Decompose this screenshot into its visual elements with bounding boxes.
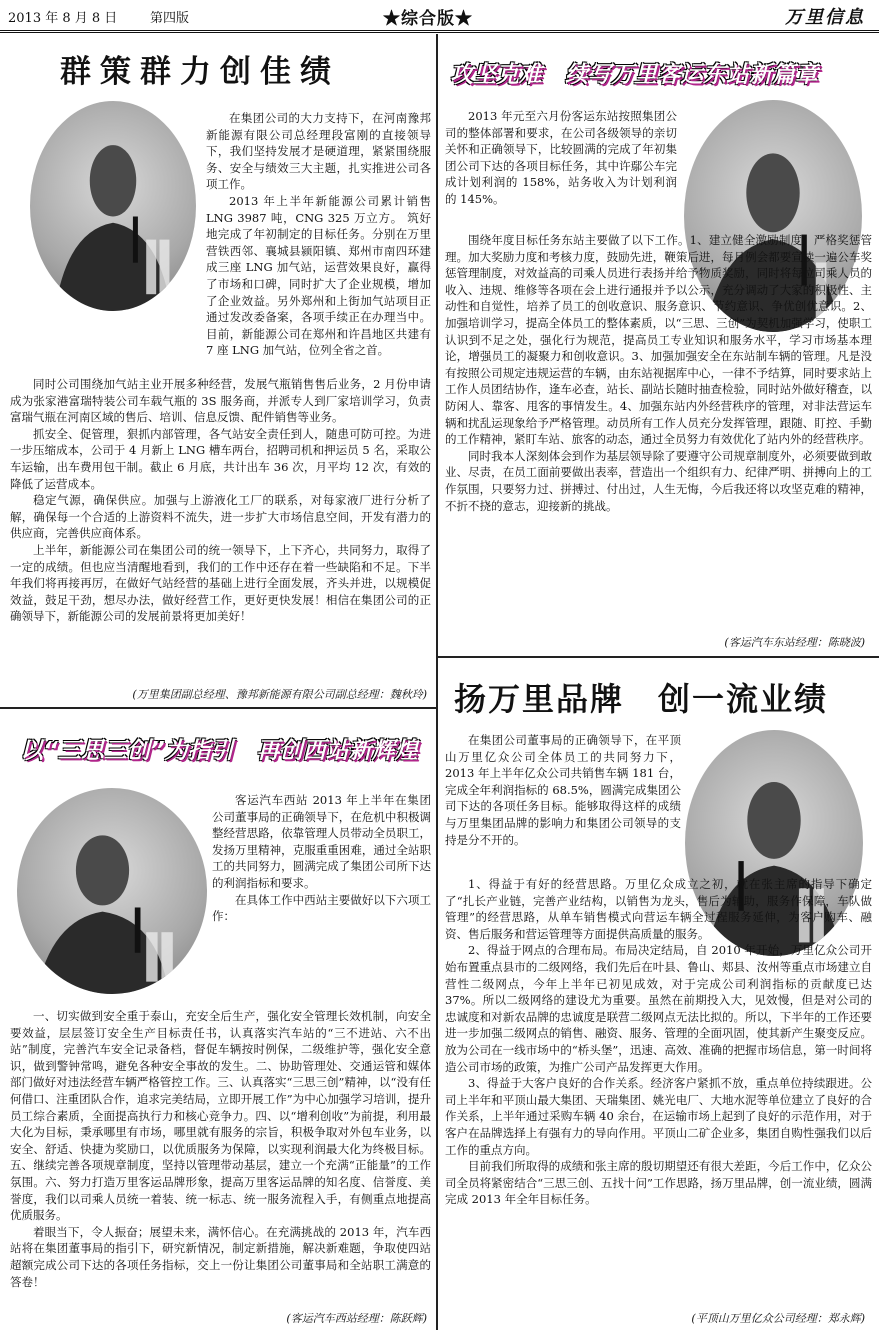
article3-paragraph: 一、切实做到安全重于泰山，充安全后生产，强化安全管理长效机制，向安全要效益，层层签订安全生产目标责任书，认真落实汽车站的“三不进站、六不出站”制度，完善汽车安全记录备档，督促车辆按时例保，二级维护等，强化安全意识，做到警钟常鸣，避免各种安全事故的发生。二、协助管理处、交通运管和媒体部门做好对违法经营车辆严格管控工作。三、认真落实“三思三创”精神，以“没有任何借口、注重团队合作，追求完美结局，立即开展工作”为中心加强学习培训，提升员工综合素质，全面提高执行力和核心竞争力。四、以“增利创收”为前提，利用最大化为目标，秉承哪里有市场，哪里就有服务的宗旨，积极争取对外包车业务，以安全、舒适、快捷为奖励口，以优质服务为保障，以实现利润最大化为终极目标。五、继续完善各项规章制度，坚持以管理带动基层，建立一个充满“正能量”的工作氛围。六、努力打造万里客运品牌形象，提高万里客运品牌的知名度、信誉度、美誉度，我们以司乘人员统一着装、统一标志、统一服务流程入手，有侧重点地提高优质服务。 [10, 1009, 431, 1223]
column-divider [436, 34, 438, 1330]
section-title: ★综合版★ [383, 9, 473, 29]
section-divider-right [438, 656, 879, 658]
article1-paragraph: 抓安全、促管理，狠抓内部管理，各气站安全责任到人，随患可防可控。为进一步压缩成本，公司于 4 月新上 LNG 槽车两台，招聘司机和押运员 5 名，采取公车运输，出车费用包干制。截止 6 月底，共计出车 36 次，月平均 12 次，有效的降低了运营成本。 [10, 426, 431, 491]
article4-paragraph: 在集团公司董事局的正确领导下，在平顶山万里亿众公司全体员工的共同努力下，2013 年上半年亿众公司共销售车辆 181 台，完成全年利润指标的 68.5%，圆满完成集团公司下达的各项任务目标。能够取得这样的成绩与万里集团品牌的影响力和集团公司领导的支持是分不开的。 [445, 733, 681, 847]
article3-text-top [212, 792, 431, 925]
article4-paragraph: 1、得益于有好的经营思路。万里亿众成立之初，就在张主席的指导下确定了“扎长产业链，完善产业结构，以销售为龙头，售后为辅助，服务作保障，车队做管理”的经营思路，从单车销售模式向营运车辆全过程服务延伸，为客户购车、融资、售后服务和营运管理等方面提供高质量的服务。 [445, 877, 872, 941]
article2-paragraph: 同时我本人深刻体会到作为基层领导除了要遵守公司规章制度外，必须要做到敢业、尽责，在员工面前要做出表率，营造出一个组织有力、纪律严明、拼搏向上的工作氛围，只要努力过、拼搏过、付出过，人生无悔，今后我还将以攻坚克难的精神，不折不挠的意志，迎接新的挑战。 [445, 448, 872, 513]
edition-label: 第四版 [150, 11, 190, 26]
article2-text-top [445, 108, 677, 208]
article1-portrait [30, 101, 196, 311]
article3-portrait [17, 788, 207, 994]
article2-text-bottom [445, 232, 872, 514]
article3-text-bottom [10, 1008, 431, 1290]
article4-title: 扬万里品牌 创一流业绩 [454, 680, 829, 718]
section-divider-left [0, 707, 436, 709]
article2-paragraph: 2013 年元至六月份客运东站按照集团公司的整体部署和要求，在公司各级领导的亲切关怀和正确领导下，比较圆满的完成了年初集团公司下达的各项目标任务，其中许鄢公车完成计划利润的 158%，站务收入为计划利润的 145%。 [445, 109, 677, 206]
article3-title: 以“三思三创”为指引 再创西站新辉煌 [20, 738, 418, 764]
article1-paragraph: 在集团公司的大力支持下，在河南豫邦新能源有限公司总经理段富刚的直接领导下，我们坚持发展才是硬道理，紧紧围绕服务、安全与绩效三大主题，扎实推进公司各项工作。 [206, 111, 431, 192]
article3-paragraph: 着眼当下，令人振奋；展望未来，满怀信心。在充满挑战的 2013 年，汽车西站将在集团董事局的指引下，研究新情况，制定新措施，解决新难题，争取使四站超额完成公司下达的各项任务指标，交上一份让集团公司董事局和全站职工满意的答卷！ [10, 1224, 431, 1289]
article4-paragraph: 2、得益于网点的合理布局。布局决定结局，自 2010 年开始，万里亿众公司开始布置重点县市的二级网络，我们先后在叶县、鲁山、郏县、汝州等重点市场建立自营性二级网点，今年上半年已初见成效，对于完成公司利润指标的贡献度已达 37%。所以二级网络的建设尤为重要。虽然在前期投入大，见效慢，但是对公司的忠诚度和对新农品牌的忠诚度是联营二级网点无法比拟的。所以，下半年的工作还要进一步加强二级网点的销售、融资、服务、管理的全面巩固，使其新产生聚变反应。放为公司在一线市场中的“桥头堡”，迅速、高效、准确的把握市场信息，第一时间将造公司市场的政策，为推广公司产品发挥更大作用。 [445, 943, 872, 1074]
article4-paragraph: 3、得益于大客户良好的合作关系。经济客户紧抓不放，重点单位持续跟进。公司上半年和平顶山最大集团、天瑞集团、姚光电厂、大地水泥等单位建立了良好的合作关系，上半年通过采购车辆 40 余台，在运输市场上起到了良好的示范作用，对于客户在品牌选择上有强有力的导向作用。平顶山二矿企业多，集团自购性强我们以后工作的重点方向。 [445, 1076, 872, 1157]
article4-text-bottom [445, 876, 872, 1208]
article3-paragraph: 在具体工作中西站主要做好以下六项工作： [212, 892, 431, 924]
article4-byline: (平顶山万里亿众公司经理：郑永辉) [691, 1312, 865, 1325]
masthead [0, 0, 879, 33]
issue-date: 2013 年 8 月 8 日 [8, 11, 118, 26]
article1-text-bottom [10, 376, 431, 625]
article4-text-top [445, 732, 681, 848]
article1-paragraph: 上半年，新能源公司在集团公司的统一领导下，上下齐心，共同努力，取得了一定的成绩。但也应当清醒地看到，我们的工作中还存在着一些缺陷和不足。下半年我们将再接再厉，在做好气站经营的基础上进行全面发展，齐头并进，以规模促效益，鼓足干劲，想尽办法，做好经营工作，更好更快发展！相信在集团公司的正确领导下，新能源公司的发展前景将更加美好！ [10, 542, 431, 624]
article1-title: 群策群力创佳绩 [60, 54, 340, 90]
article2-byline: (客运汽车东站经理：陈晓波) [724, 636, 865, 649]
article4-paragraph: 目前我们所取得的成绩和张主席的殷切期望还有很大差距，今后工作中，亿众公司全员将紧密结合“三思三创、五找十问”工作思路，扬万里品牌，创一流业绩，圆满完成 2013 年全年目标任务。 [445, 1159, 872, 1207]
article1-byline: (万里集团副总经理、豫邦新能源有限公司副总经理：魏秋玲) [132, 688, 427, 701]
article3-byline: (客运汽车西站经理：陈跃辉) [286, 1312, 427, 1325]
article1-paragraph: 2013 年上半年新能源公司累计销售 LNG 3987 吨，CNG 325 万立方。 筑好地完成了年初制定的目标任务。分别在万里营铁西邻、襄城县颍阳镇、郑州市南四环建成三座 LNG 加气站，运营效果良好，赢得了市场和口碑，同时扩大了企业规模，增加了企业效益。另外郑州和上街加气站项目正通过发改委备案，各项手续正在办理当中。目前，新能源公司在郑州和许昌地区共建有 7 座 LNG 加气站，位列全省之首。 [206, 193, 431, 358]
article1-paragraph: 稳定气源，确保供应。加强与上游液化工厂的联系，对每家液厂进行分析了解，确保每一个合适的上游资料不流失，进一步扩大市场信息空间，开发有潜力的供应商，完善供应商体系。 [10, 493, 431, 541]
article2-paragraph: 围绕年度目标任务东站主要做了以下工作。1、建立健全激励制度，严格奖惩管理。加大奖励力度和考核力度，鼓励先进，鞭策后进，每月例会都要宣读一遍公车奖惩管理制度，对效益高的司乘人员进行表扬并给予物质奖励，同时将每位司乘人员的收入、违规、维修等各项在会上进行通报并予以公示，充分调动了大家的积极性、主动性和自觉性，培养了员工的创收意识、服务意识、节约意识、争优创优意识。2、加强培训学习，提高全体员工的整体素质，以“三思、三创”为契机加强学习，使职工认识到不足之处，强化行为规范，提高员工专业知识和服务水平，学习市场基本理论，增强员工的凝聚力和创收意识。3、加强加强安全在东站制车辆的管理。凡是没有按照公司规定违规运营的车辆，由东站视据库中心，一律不予结算，同时要求站上工作人员团结协作，逢车必查，站长、副站长随时抽查检验，同时站外做好稽查，以防闲人、靠客、甩客的事情发生。4、加强东站内外经营秩序的管理，对非法营运车辆和扰乱运现象给予严格管理。动员所有工作人员充分发挥管理，跟随、盯控、手勤的工作精神，紧盯车站、旅客的动态，通过全员努力有效优化了站内外的经营秩序。 [445, 233, 872, 447]
article2-title: 攻坚克难 续写万里客运东站新篇章 [450, 62, 818, 88]
article1-text-top [206, 110, 431, 359]
paper-name: 万里信息 [785, 7, 865, 28]
article3-paragraph: 客运汽车西站 2013 年上半年在集团公司董事局的正确领导下，在危机中积极调整经营思路，依靠管理人员带动全员职工，发扬万里精神，克服重重困难，通过全站职工的共同努力，圆满完成了集团公司所下达的利润指标和要求。 [212, 793, 431, 890]
article1-paragraph: 同时公司围绕加气站主业开展多种经营，发展气瓶销售售后业务，2 月份申请成为张家港富瑞特装公司车载气瓶的 3S 服务商，并派专人到厂家培训学习，负责富瑞气瓶在河南区域的售后、培训、信息反馈、配件销售等业务。 [10, 377, 431, 425]
